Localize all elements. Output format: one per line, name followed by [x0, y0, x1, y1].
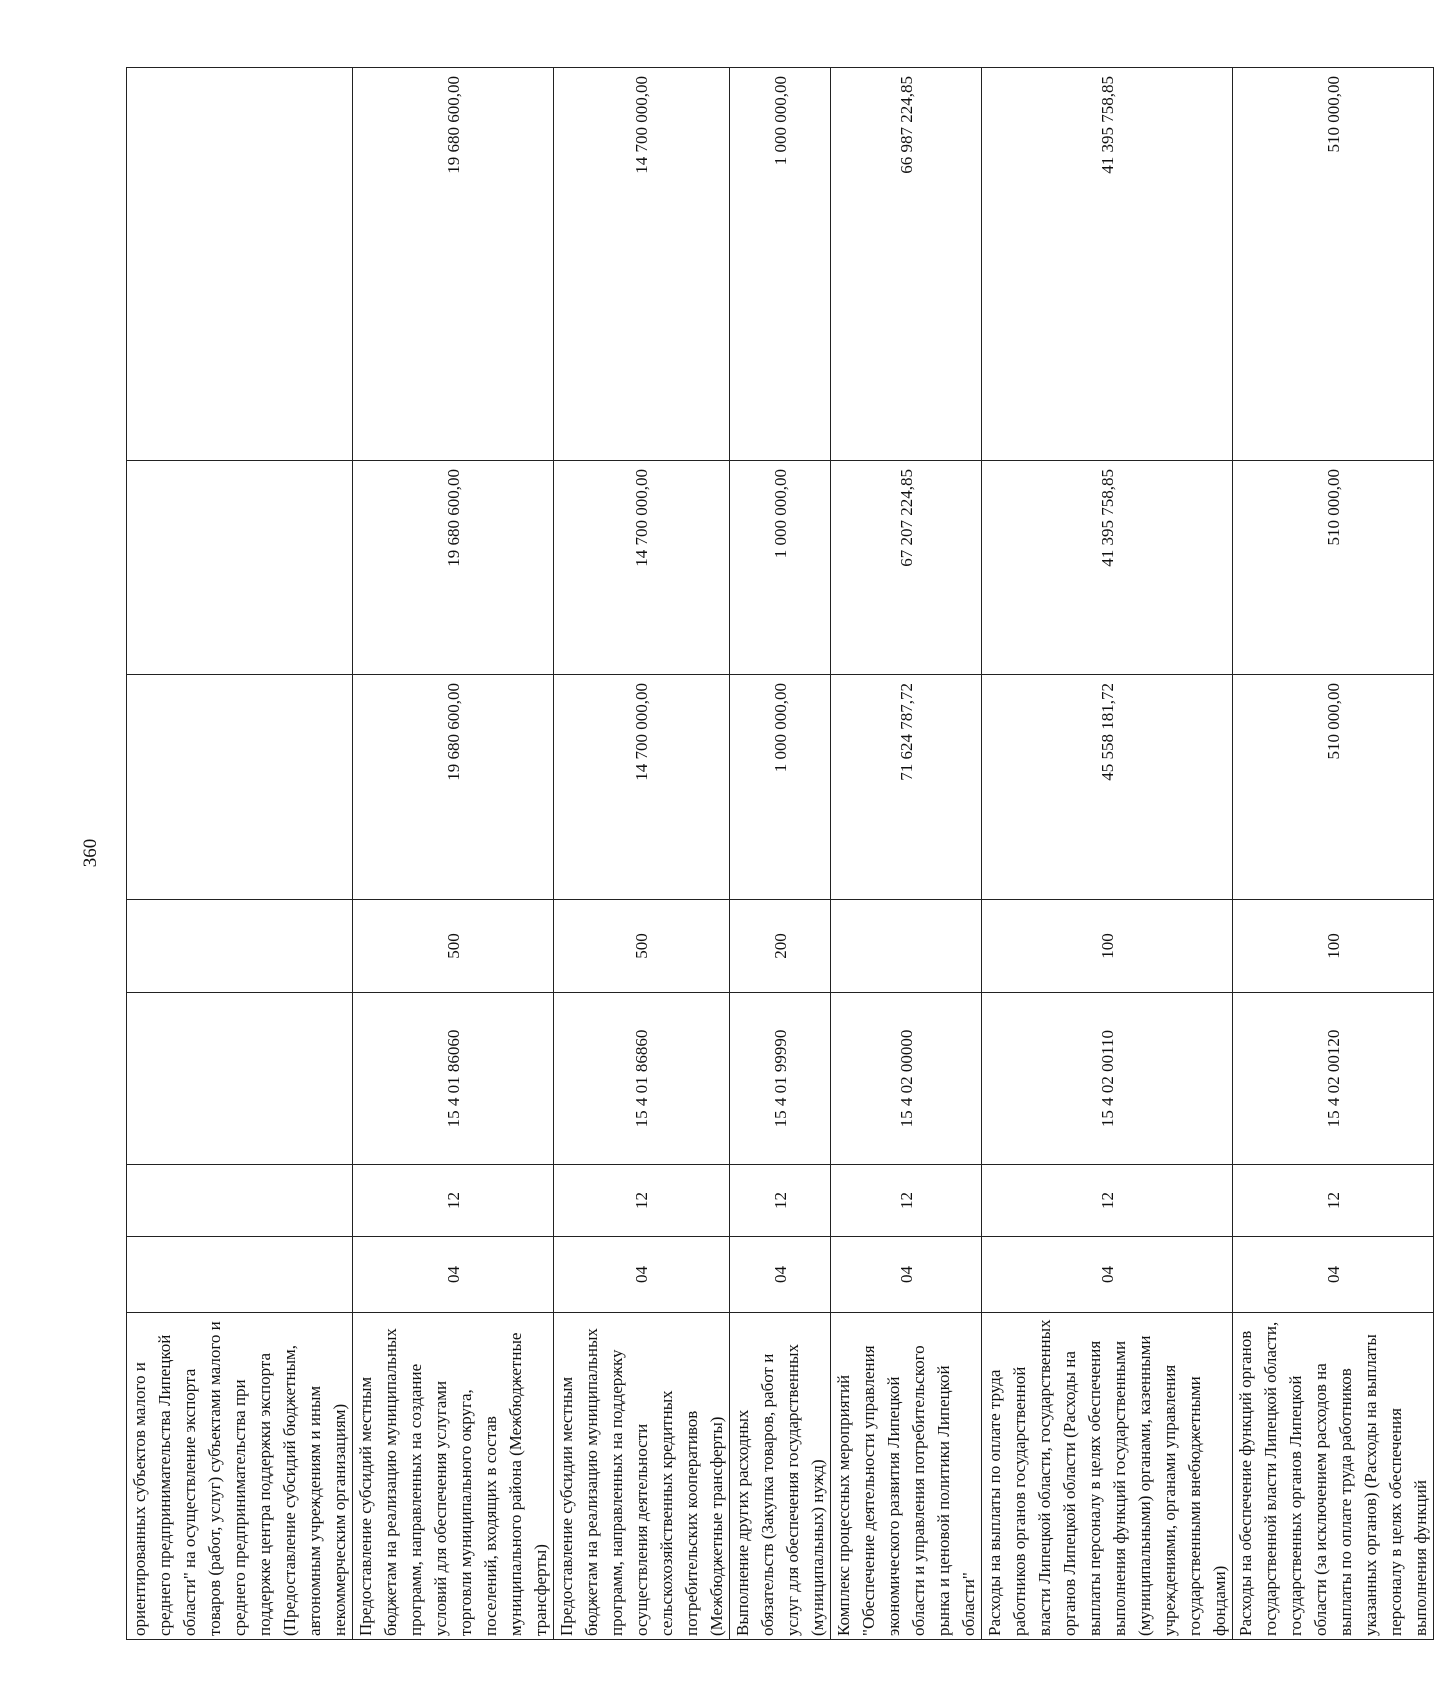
row-description: Расходы на выплаты по оплате труда работников органов государственной власти Липецкой области, государственных органов Липецкой области (Расходы на выплаты персоналу в целях обеспечения выполнения функций государственными (муниципальными) органами, казенными учреждениями, органами управления государственными внебюджетными фондами) [982, 1313, 1233, 1640]
row-description: Предоставление субсидий местным бюджетам на реализацию муниципальных программ, направленных на создание условий для обеспечения услугами торговли муниципального округа, поселений, входящих в состав муниципального района (Межбюджетные трансферты) [353, 1313, 554, 1640]
amount-2: 67 207 224,85 [831, 461, 982, 675]
target-article-code: 15 4 02 00000 [831, 993, 982, 1165]
section-code: 04 [1233, 1237, 1434, 1313]
table-row [554, 68, 730, 1640]
target-article-code: 15 4 01 86060 [353, 993, 554, 1165]
subsection-code: 12 [831, 1165, 982, 1237]
row-description: Комплекс процессных мероприятий "Обеспечение деятельности управления экономического развития Липецкой области и управления потребительского рынка и ценовой политики Липецкой области" [831, 1313, 982, 1640]
target-article-code: 15 4 02 00120 [1233, 993, 1434, 1165]
subsection-code: 12 [1233, 1165, 1434, 1237]
subsection-code: 12 [554, 1165, 730, 1237]
target-article-code: 15 4 02 00110 [982, 993, 1233, 1165]
expense-type-code: 200 [730, 900, 831, 993]
target-article-code: 15 4 01 99990 [730, 993, 831, 1165]
amount-2: 1 000 000,00 [730, 461, 831, 675]
amount-3: 14 700 000,00 [554, 68, 730, 461]
expense-type-code [127, 900, 353, 993]
amount-3: 19 680 600,00 [353, 68, 554, 461]
amount-3: 41 395 758,85 [982, 68, 1233, 461]
row-description: Выполнение других расходных обязательств (Закупка товаров, работ и услуг для обеспечения государственных (муниципальных) нужд) [730, 1313, 831, 1640]
expense-type-code: 500 [554, 900, 730, 993]
amount-2 [127, 461, 353, 675]
amount-2: 19 680 600,00 [353, 461, 554, 675]
amount-1 [127, 675, 353, 900]
table-row [127, 68, 353, 1640]
budget-table [126, 67, 1434, 1640]
page-number: 360 [80, 838, 101, 868]
row-description: ориентированных субъектов малого и среднего предпринимательства Липецкой области" на осуществление экспорта товаров (работ, услуг) субъектами малого и среднего предпринимательства при поддержке центра поддержки экспорта (Предоставление субсидий бюджетным, автономным учреждениям и иным некоммерческим организациям) [127, 1313, 353, 1640]
amount-1: 14 700 000,00 [554, 675, 730, 900]
expense-type-code: 100 [1233, 900, 1434, 993]
section-code: 04 [554, 1237, 730, 1313]
table-row [353, 68, 554, 1640]
amount-3: 66 987 224,85 [831, 68, 982, 461]
table-row [1233, 68, 1434, 1640]
section-code [127, 1237, 353, 1313]
amount-1: 71 624 787,72 [831, 675, 982, 900]
amount-2: 41 395 758,85 [982, 461, 1233, 675]
expense-type-code [831, 900, 982, 993]
row-description: Расходы на обеспечение функций органов государственной власти Липецкой области, государственных органов Липецкой области (за исключением расходов на выплаты по оплате труда работников указанных органов) (Расходы на выплаты персоналу в целях обеспечения выполнения функций [1233, 1313, 1434, 1640]
amount-1: 1 000 000,00 [730, 675, 831, 900]
amount-3 [127, 68, 353, 461]
subsection-code: 12 [730, 1165, 831, 1237]
table-row [831, 68, 982, 1640]
section-code: 04 [831, 1237, 982, 1313]
expense-type-code: 500 [353, 900, 554, 993]
amount-1: 510 000,00 [1233, 675, 1434, 900]
amount-2: 510 000,00 [1233, 461, 1434, 675]
section-code: 04 [730, 1237, 831, 1313]
section-code: 04 [353, 1237, 554, 1313]
amount-3: 1 000 000,00 [730, 68, 831, 461]
row-description: Предоставление субсидии местным бюджетам на реализацию муниципальных программ, направленных на поддержку осуществления деятельности сельскохозяйственных кредитных потребительских кооперативов (Межбюджетные трансферты) [554, 1313, 730, 1640]
subsection-code: 12 [353, 1165, 554, 1237]
subsection-code [127, 1165, 353, 1237]
target-article-code: 15 4 01 86860 [554, 993, 730, 1165]
amount-2: 14 700 000,00 [554, 461, 730, 675]
subsection-code: 12 [982, 1165, 1233, 1237]
rotated-page-content [126, 68, 1430, 1640]
expense-type-code: 100 [982, 900, 1233, 993]
amount-1: 19 680 600,00 [353, 675, 554, 900]
section-code: 04 [982, 1237, 1233, 1313]
table-row [730, 68, 831, 1640]
target-article-code [127, 993, 353, 1165]
amount-1: 45 558 181,72 [982, 675, 1233, 900]
table-row [982, 68, 1233, 1640]
amount-3: 510 000,00 [1233, 68, 1434, 461]
